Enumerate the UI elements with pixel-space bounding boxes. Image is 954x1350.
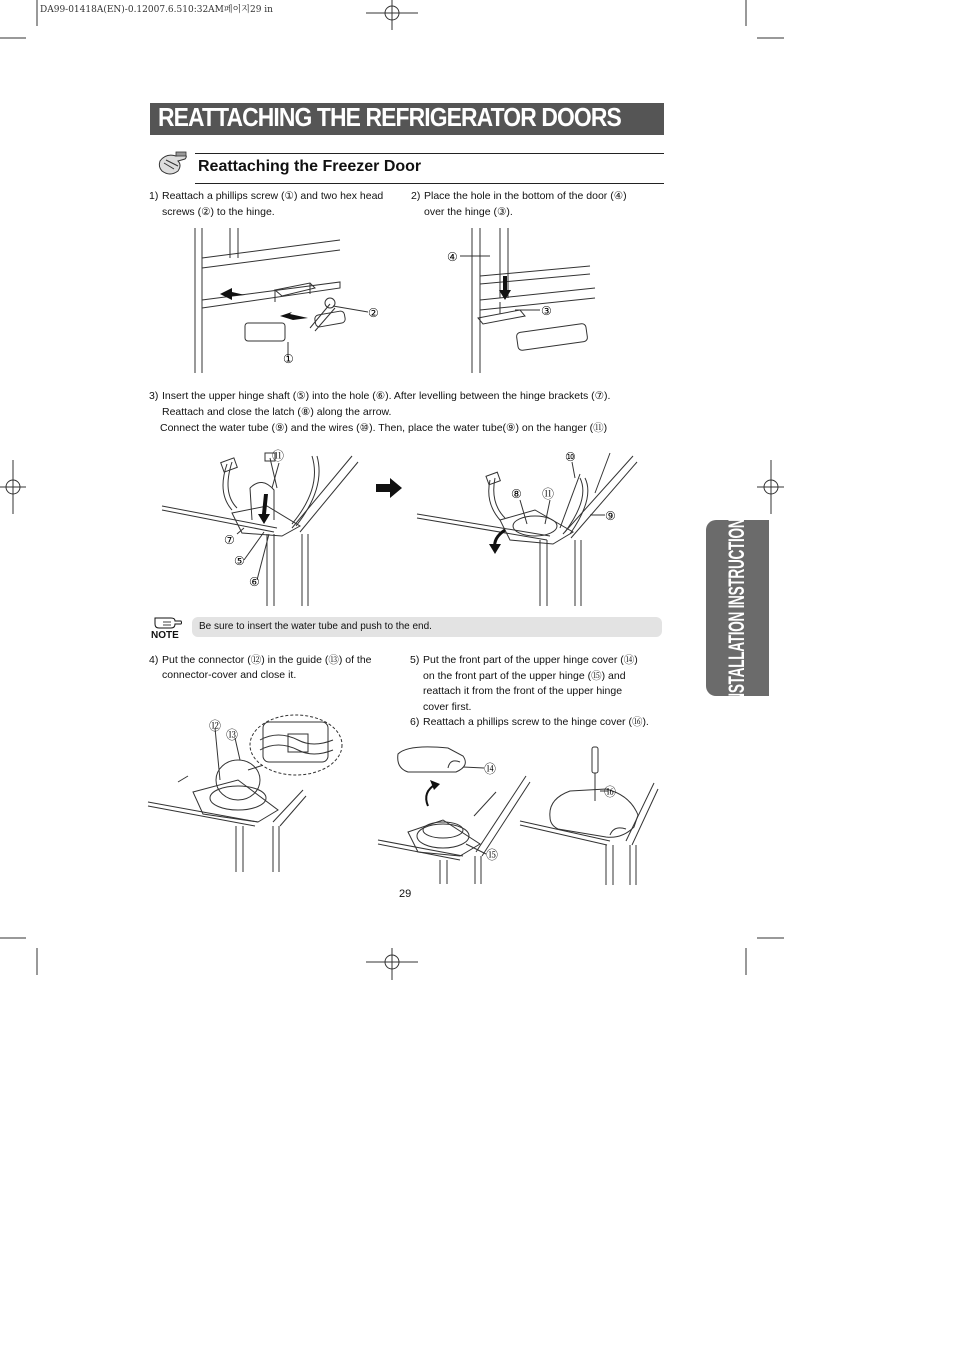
callout-13: ⑬ — [226, 728, 239, 742]
callout-15: ⑮ — [486, 848, 499, 862]
figure-step-3-before — [162, 448, 362, 608]
note-label: NOTE — [151, 630, 179, 641]
step-5-line-3: reattach it from the front of the upper hinge — [423, 685, 623, 697]
step-2-line-1: Place the hole in the bottom of the door (④) — [424, 190, 627, 202]
callout-5: ⑤ — [234, 554, 245, 568]
figure-step-3-after — [415, 448, 655, 608]
callout-14: ⑭ — [484, 762, 497, 776]
step-6-number: 6) — [410, 716, 420, 728]
step-3-line-1: Insert the upper hinge shaft (⑤) into the hole (⑥). After levelling between the hinge brackets (⑦). — [162, 390, 611, 402]
callout-1: ① — [283, 352, 294, 366]
file-info-header: DA99-01418A(EN)-0.12007.6.510:32AM페이지29 in — [40, 5, 273, 15]
figure-step-5 — [378, 744, 533, 886]
callout-12: ⑫ — [209, 719, 222, 733]
section-rule-bottom — [195, 183, 664, 184]
pointing-hand-icon — [153, 612, 183, 630]
step-3-number: 3) — [149, 390, 159, 402]
page-title: REATTACHING THE REFRIGERATOR DOORS — [158, 102, 621, 132]
step-6-line-1: Reattach a phillips screw to the hinge cover (⑯). — [423, 716, 649, 728]
callout-16: ⑯ — [604, 785, 617, 799]
callout-4: ④ — [447, 250, 458, 264]
figure-step-6 — [518, 745, 660, 887]
callout-2: ② — [368, 306, 379, 320]
step-1-line-2: screws (②) to the hinge. — [162, 206, 275, 218]
section-rule-top — [195, 153, 664, 154]
right-arrow-icon — [376, 478, 402, 498]
callout-8: ⑧ — [511, 487, 522, 501]
step-2-number: 2) — [411, 190, 421, 202]
step-2-line-2: over the hinge (③). — [424, 206, 513, 218]
step-1-text — [149, 188, 404, 220]
step-1-line-1: Reattach a phillips screw (①) and two hex head — [162, 190, 384, 202]
step-4-text — [149, 653, 399, 683]
section-title: Reattaching the Freezer Door — [198, 158, 422, 175]
step-2-text — [411, 188, 661, 220]
callout-10: ⑩ — [565, 450, 576, 464]
page-number: 29 — [399, 888, 412, 900]
step-1-number: 1) — [149, 190, 159, 202]
step-3-text — [149, 388, 659, 436]
figure-step-4 — [148, 710, 348, 875]
step-5-line-4: cover first. — [423, 700, 472, 713]
callout-3: ③ — [541, 304, 552, 318]
callout-6: ⑥ — [249, 575, 260, 589]
step-5-line-2: on the front part of the upper hinge (⑮) and — [423, 669, 626, 682]
side-tab-label: INSTALLATION INSTRUCTIONS — [724, 509, 749, 707]
step-3-line-2: Reattach and close the latch (⑧) along the arrow. — [162, 406, 392, 418]
note-text: Be sure to insert the water tube and push to the end. — [199, 621, 432, 632]
hand-wrench-icon — [156, 151, 190, 179]
step-5-text — [410, 653, 665, 731]
callout-11-a: ⑪ — [272, 449, 285, 463]
callout-11-b: ⑪ — [542, 487, 555, 501]
step-3-line-3: Connect the water tube (⑨) and the wires (⑩). Then, place the water tube(⑨) on the hanger (⑪) — [160, 422, 608, 434]
callout-7-a: ⑦ — [224, 533, 235, 547]
step-5-number: 5) — [410, 654, 420, 666]
step-4-line-2: connector-cover and close it. — [162, 669, 297, 681]
figure-step-2 — [445, 228, 605, 376]
callout-9: ⑨ — [605, 509, 616, 523]
figure-step-1 — [190, 228, 390, 376]
step-4-line-1: Put the connector (⑫) in the guide (⑬) of the — [162, 654, 372, 666]
step-4-number: 4) — [149, 654, 159, 666]
step-5-line-1: Put the front part of the upper hinge cover (⑭) — [423, 654, 638, 666]
